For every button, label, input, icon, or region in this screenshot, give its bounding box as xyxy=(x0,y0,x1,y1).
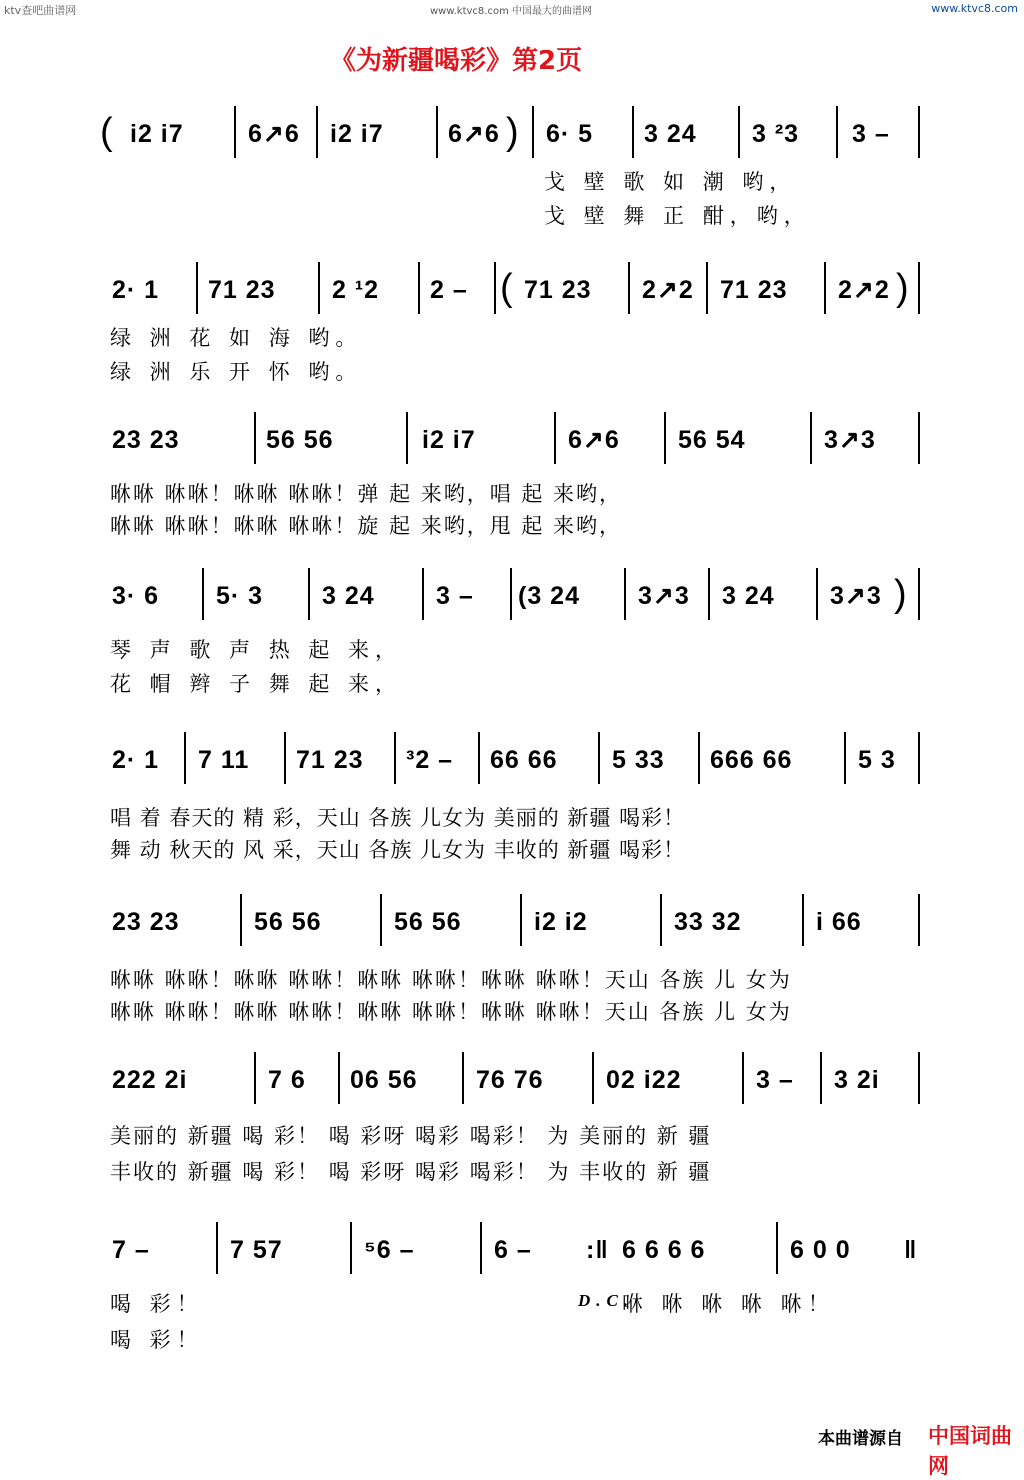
barline xyxy=(598,732,600,784)
lyric-text: 咻咻 咻咻！咻咻 咻咻！旋 起 来哟，甩 起 来哟， xyxy=(110,514,623,538)
barline xyxy=(202,568,204,620)
barline xyxy=(918,732,920,784)
barline xyxy=(216,1222,218,1274)
measure: 7 57 xyxy=(230,1236,283,1264)
barline xyxy=(836,106,838,158)
barline xyxy=(196,262,198,314)
barline xyxy=(480,1222,482,1274)
barline xyxy=(664,412,666,464)
measure: 2↗2 xyxy=(642,276,694,304)
open-paren: ( xyxy=(100,111,113,153)
measure: 56 56 xyxy=(394,908,462,936)
measure: 3· 6 xyxy=(112,582,160,610)
measure: 5 3 xyxy=(858,746,896,774)
barline xyxy=(698,732,700,784)
measure: 3↗3 xyxy=(824,426,876,454)
barline xyxy=(554,412,556,464)
measure: 76 76 xyxy=(476,1066,544,1094)
barline xyxy=(918,568,920,620)
measure: 3 2i xyxy=(834,1066,880,1094)
barline xyxy=(284,732,286,784)
barline xyxy=(918,412,920,464)
barline xyxy=(254,1052,256,1104)
measure: 3 24 xyxy=(644,120,697,148)
barline xyxy=(532,106,534,158)
measure: 2↗2 xyxy=(838,276,890,304)
barline xyxy=(706,262,708,314)
lyric-text: 舞 动 秋天的 风 采，天山 各族 儿女为 丰收的 新疆 喝彩！ xyxy=(110,838,686,862)
barline xyxy=(708,568,710,620)
measure: 6 – xyxy=(494,1236,532,1264)
measure: 3 ²3 xyxy=(752,120,800,148)
barline xyxy=(776,1222,778,1274)
barline xyxy=(184,732,186,784)
barline xyxy=(520,894,522,946)
measure: 6↗6 xyxy=(248,120,300,148)
barline xyxy=(810,412,812,464)
measure: 56 56 xyxy=(254,908,322,936)
barline xyxy=(436,106,438,158)
barline xyxy=(394,732,396,784)
footer-source-site: 中国词曲网 xyxy=(928,1424,1012,1478)
measure: 3 – xyxy=(436,582,474,610)
barline xyxy=(418,262,420,314)
lyric-text: 唱 着 春天的 精 彩，天山 各族 儿女为 美丽的 新疆 喝彩！ xyxy=(110,806,686,830)
measure: 666 66 xyxy=(710,746,793,774)
barline xyxy=(632,106,634,158)
repeat-sign: :‖ xyxy=(586,1236,609,1264)
barline xyxy=(316,106,318,158)
barline xyxy=(918,262,920,314)
measure: 7 – xyxy=(112,1236,150,1264)
lyric-text: 喝 彩！ xyxy=(110,1328,204,1352)
measure: i2 i7 xyxy=(130,120,184,148)
lyric-text: 绿 洲 乐 开 怀 哟。 xyxy=(110,360,363,384)
barline xyxy=(660,894,662,946)
measure: i2 i2 xyxy=(534,908,588,936)
final-barline: ‖ xyxy=(904,1236,918,1264)
measure: 06 56 xyxy=(350,1066,418,1094)
barline xyxy=(240,894,242,946)
measure: 23 23 xyxy=(112,426,180,454)
barline xyxy=(478,732,480,784)
notation-line xyxy=(0,420,1024,460)
barline xyxy=(422,568,424,620)
notation-line xyxy=(0,902,1024,942)
measure: 2 – xyxy=(430,276,468,304)
notation-line xyxy=(0,1060,1024,1100)
barline xyxy=(254,412,256,464)
header-right-site: www.ktvc8.com xyxy=(931,2,1018,15)
header-left-site: ktv查吧曲谱网 xyxy=(4,4,77,17)
notation-line xyxy=(0,111,1024,154)
measure: 2 ¹2 xyxy=(332,276,380,304)
barline xyxy=(824,262,826,314)
lyric-text: 琴 声 歌 声 热 起 来， xyxy=(110,638,403,662)
measure: 23 23 xyxy=(112,908,180,936)
close-paren: ) xyxy=(894,573,907,615)
barline xyxy=(820,1052,822,1104)
header-center-site: www.ktvc8.com 中国最大的曲谱网 xyxy=(430,6,593,17)
measure: i 66 xyxy=(816,908,862,936)
barline xyxy=(628,262,630,314)
measure: 3↗3 xyxy=(830,582,882,610)
lyric-text: 绿 洲 花 如 海 哟。 xyxy=(110,326,363,350)
barline xyxy=(318,262,320,314)
measure: 71 23 xyxy=(296,746,364,774)
measure: 71 23 xyxy=(524,276,592,304)
lyric-text: 咻咻 咻咻！咻咻 咻咻！咻咻 咻咻！咻咻 咻咻！天山 各族 儿 女为 xyxy=(110,1000,792,1024)
measure: 7 6 xyxy=(268,1066,306,1094)
lyric-text: 咻咻 咻咻！咻咻 咻咻！弹 起 来哟，唱 起 来哟， xyxy=(110,482,623,506)
barline xyxy=(918,106,920,158)
barline xyxy=(802,894,804,946)
measure: 222 2i xyxy=(112,1066,188,1094)
measure: i2 i7 xyxy=(330,120,384,148)
barline xyxy=(338,1052,340,1104)
barline xyxy=(406,412,408,464)
lyric-text: 丰收的 新疆 喝 彩！ 喝 彩呀 喝彩 喝彩！ 为 丰收的 新 疆 xyxy=(110,1160,712,1184)
measure: ⁵6 – xyxy=(364,1236,415,1264)
barline xyxy=(462,1052,464,1104)
measure: 56 54 xyxy=(678,426,746,454)
measure: (3 24 xyxy=(518,582,580,610)
measure: 2· 1 xyxy=(112,276,160,304)
page-title: 《为新疆喝彩》第2页 xyxy=(330,46,583,76)
dc-label: D.C. xyxy=(578,1291,635,1310)
measure: 02 i22 xyxy=(606,1066,682,1094)
close-paren: ) xyxy=(506,111,519,153)
open-paren: ( xyxy=(500,267,513,309)
barline xyxy=(380,894,382,946)
measure: ³2 – xyxy=(406,746,454,774)
lyric-text: 戈 壁 歌 如 潮 哟， xyxy=(544,170,797,194)
barline xyxy=(494,262,496,314)
lyric-text: 咻咻 咻咻！咻咻 咻咻！咻咻 咻咻！咻咻 咻咻！天山 各族 儿 女为 xyxy=(110,968,792,992)
barline xyxy=(738,106,740,158)
lyric-text: 戈 壁 舞 正 酣，哟， xyxy=(544,204,811,228)
measure: 5 33 xyxy=(612,746,665,774)
measure: 6↗6 xyxy=(448,120,500,148)
barline xyxy=(844,732,846,784)
barline xyxy=(918,894,920,946)
barline xyxy=(308,568,310,620)
measure: 3 24 xyxy=(722,582,775,610)
notation-line xyxy=(0,267,1024,310)
measure: 5· 3 xyxy=(216,582,264,610)
barline xyxy=(624,568,626,620)
notation-line xyxy=(0,573,1024,616)
measure: 6· 5 xyxy=(546,120,594,148)
barline xyxy=(234,106,236,158)
lyric-text: 美丽的 新疆 喝 彩！ 喝 彩呀 喝彩 喝彩！ 为 美丽的 新 疆 xyxy=(110,1124,712,1148)
measure: 6 6 6 6 xyxy=(622,1236,706,1264)
barline xyxy=(918,1052,920,1104)
measure: 6 0 0 xyxy=(790,1236,851,1264)
measure: 33 32 xyxy=(674,908,742,936)
measure: 71 23 xyxy=(208,276,276,304)
measure: 3↗3 xyxy=(638,582,690,610)
measure: 71 23 xyxy=(720,276,788,304)
lyric-text: 喝 彩！ xyxy=(110,1292,204,1316)
measure: 56 56 xyxy=(266,426,334,454)
measure: i2 i7 xyxy=(422,426,476,454)
barline xyxy=(510,568,512,620)
barline xyxy=(592,1052,594,1104)
close-paren: ) xyxy=(896,267,909,309)
notation-line xyxy=(0,1230,1024,1270)
lyric-text: 花 帽 辫 子 舞 起 来， xyxy=(110,672,403,696)
barline xyxy=(742,1052,744,1104)
notation-line xyxy=(0,740,1024,780)
measure: 6↗6 xyxy=(568,426,620,454)
measure: 3 24 xyxy=(322,582,375,610)
dc-lyric: 咻 咻 咻 咻 咻！ xyxy=(622,1292,835,1316)
measure: 2· 1 xyxy=(112,746,160,774)
barline xyxy=(350,1222,352,1274)
measure: 3 – xyxy=(852,120,890,148)
measure: 3 – xyxy=(756,1066,794,1094)
footer-source-label: 本曲谱源自 xyxy=(818,1429,903,1449)
measure: 7 11 xyxy=(198,746,250,774)
measure: 66 66 xyxy=(490,746,558,774)
barline xyxy=(816,568,818,620)
